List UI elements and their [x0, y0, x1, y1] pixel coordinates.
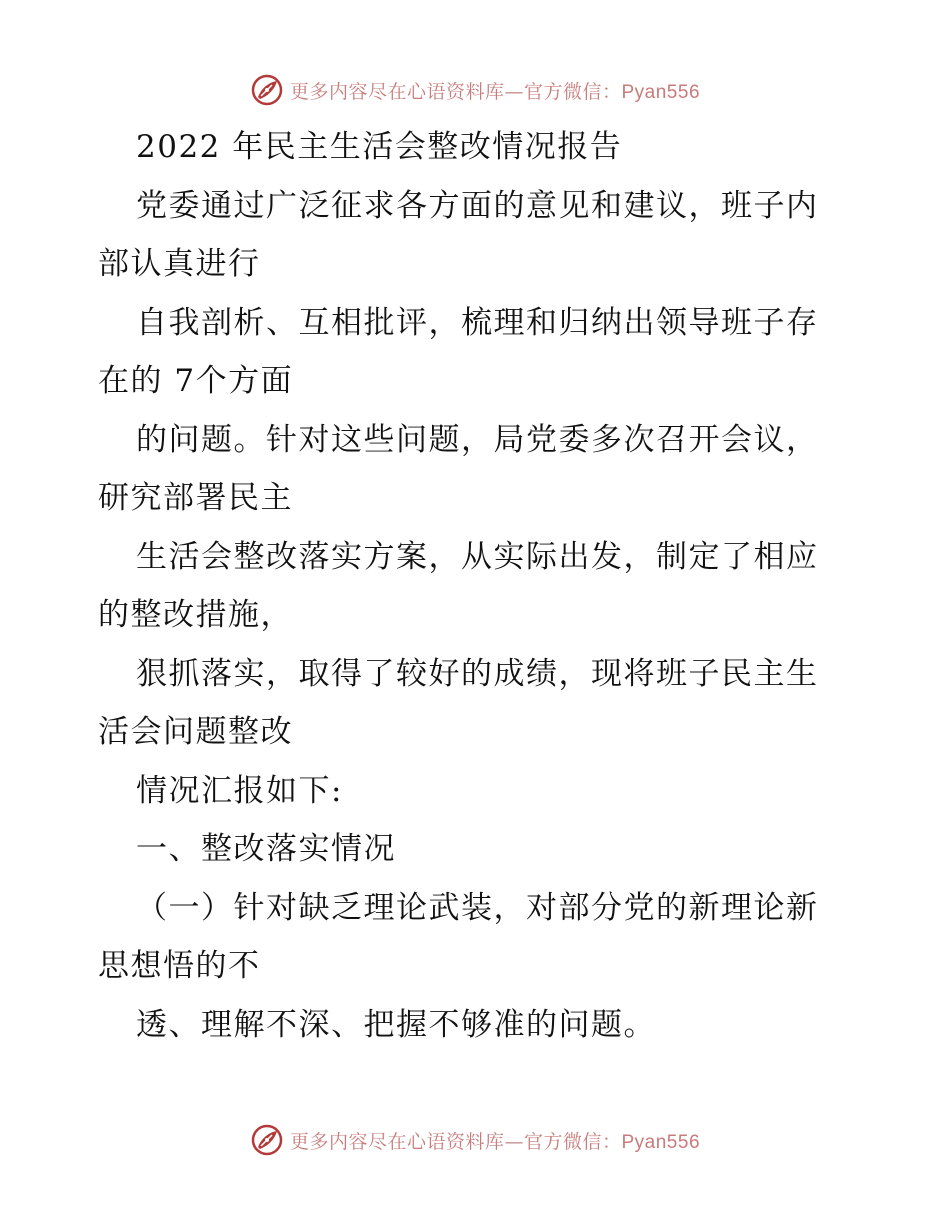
paragraph-line: 部认真进行: [98, 246, 261, 282]
watermark-wechat-label: 官方微信：: [523, 80, 622, 103]
watermark-text: [290, 77, 700, 104]
paragraph-line: 生活会整改落实方案，从实际出发，制定了相应: [136, 538, 819, 575]
paragraph-line: 情况汇报如下:: [136, 772, 343, 809]
watermark-banner-bottom: [0, 1120, 950, 1160]
paragraph-line: 的问题。针对这些问题，局党委多次召开会议，: [136, 421, 819, 458]
watermark-separator: —: [504, 1130, 524, 1153]
pen-nib-logo-icon: [250, 73, 284, 107]
section-heading: 一、整改落实情况: [136, 831, 396, 867]
pen-nib-logo-icon: [250, 1123, 284, 1157]
watermark-text: [290, 1127, 700, 1154]
paragraph-line: 狠抓落实，取得了较好的成绩，现将班子民主生: [136, 655, 819, 692]
paragraph-line: 思想悟的不: [98, 948, 261, 984]
watermark-wechat-label: 官方微信：: [523, 1130, 622, 1153]
document-body: [98, 118, 858, 1054]
paragraph-line: 活会问题整改: [98, 714, 293, 750]
watermark-site-text: 更多内容尽在心语资料库: [289, 1130, 505, 1153]
paragraph-line: 研究部署民主: [98, 480, 293, 516]
watermark-banner-top: [0, 70, 950, 110]
watermark-wechat-id: Pyan556: [621, 81, 701, 103]
paragraph-line: 透、理解不深、把握不够准的问题。: [136, 1006, 656, 1043]
watermark-site-text: 更多内容尽在心语资料库: [289, 80, 505, 103]
paragraph-line: 党委通过广泛征求各方面的意见和建议，班子内: [136, 187, 819, 224]
paragraph-line: 自我剖析、互相批评，梳理和归纳出领导班子存: [136, 304, 819, 341]
document-title: 2022 年民主生活会整改情况报告: [136, 129, 623, 165]
paragraph-line: 的整改措施，: [98, 597, 293, 633]
subsection-heading: （一）针对缺乏理论武装，对部分党的新理论新: [136, 889, 819, 926]
watermark-separator: —: [504, 80, 524, 103]
paragraph-line: 在的 7个方面: [98, 363, 294, 399]
watermark-wechat-id: Pyan556: [621, 1131, 701, 1153]
